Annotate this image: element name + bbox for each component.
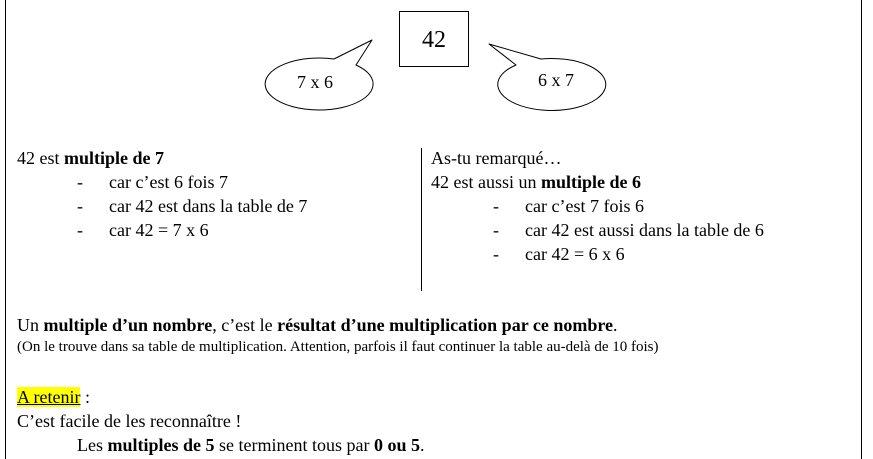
list-item: - car c’est 6 fois 7 (77, 172, 228, 192)
definition-sentence: Un multiple d’un nombre, c’est le résultat d’une multiplication par ce nombre. (17, 315, 618, 335)
left-intro: 42 est multiple de 7 (17, 148, 165, 168)
retenir-label: A retenir (17, 387, 81, 407)
left-bubble-text: 7 x 6 (297, 72, 333, 92)
column-divider (421, 148, 422, 291)
definition (17, 313, 857, 357)
list-item: - car c’est 7 fois 6 (493, 196, 644, 216)
list-item: - car 42 est dans la table de 7 (77, 196, 308, 216)
right-intro: 42 est aussi un multiple de 6 (431, 172, 642, 192)
retenir-line-1: C’est facile de les reconnaître ! (17, 411, 242, 431)
multiplication-diagram (0, 0, 873, 140)
list-item: - car 42 = 6 x 6 (493, 244, 625, 264)
retenir-section (17, 386, 857, 457)
left-column (17, 146, 412, 242)
right-column (431, 146, 851, 266)
retenir-line-2: Les multiples de 5 se terminent tous par 0 ou 5. (77, 435, 425, 455)
right-question: As-tu remarqué… (431, 148, 562, 168)
list-item: - car 42 est aussi dans la table de 6 (493, 220, 764, 240)
right-bubble-text: 6 x 7 (538, 70, 574, 90)
retenir-heading: A retenir : (17, 387, 90, 407)
list-item: - car 42 = 7 x 6 (77, 220, 209, 240)
definition-note: (On le trouve dans sa table de multiplication. Attention, parfois il faut continuer la table au-delà de 10 fois) (17, 339, 659, 355)
number-box-value: 42 (422, 27, 446, 53)
